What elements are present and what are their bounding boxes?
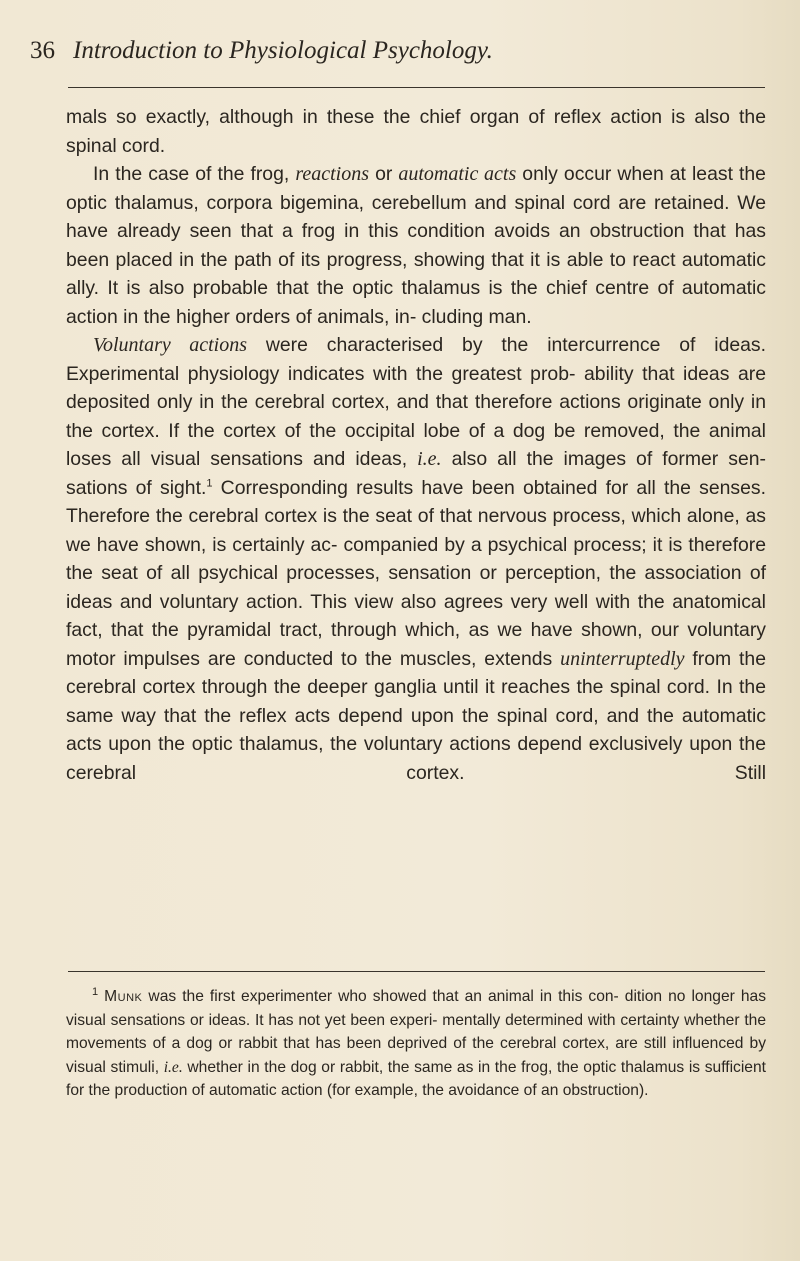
text-run: only occur when at least the optic thalamus, corpora bigemina, cerebellum and spinal cord are retained. We have already seen that a frog in this condition avoids an obstruction that has been placed in the path of its progress, showing that it is able to react automatic ally. It is also probable that the optic thalamus is the chief centre of automatic action in the higher orders of animals, in- cluding man. <box>66 163 766 328</box>
text-run: from the cerebral cortex through the deeper ganglia until it reaches the spinal cord. In the same way that the reflex acts depend upon the spinal cord, and the automatic acts upon the optic thalamus, the voluntary actions depend exclusively upon the cerebral cortex. Still <box>66 647 766 784</box>
running-title: Introduction to Physiological Psychology. <box>73 37 493 64</box>
italic-abbrev: i.e. <box>417 448 442 470</box>
italic-term: automatic acts <box>398 163 517 185</box>
paragraph-continued: mals so exactly, although in these the chief organ of reflex action is also the spinal cord. <box>66 106 766 157</box>
footnote-ref: 1 <box>206 477 213 490</box>
footnote <box>66 985 766 1103</box>
italic-abbrev: i.e. <box>163 1058 183 1076</box>
page-number: 36 <box>30 37 55 64</box>
text-run: or <box>369 163 399 185</box>
paragraph-voluntary <box>66 331 766 787</box>
paragraph-reactions <box>66 160 766 331</box>
text-run: was the first experimenter who showed that an animal in this con- dition no longer has visual sensations or ideas. It has not yet been experi- mentally determined with certainty whether the movements of a dog or rabbit that has been deprived of the cerebral cortex, are still influenced by visual stimuli, <box>66 988 766 1076</box>
italic-term: reactions <box>295 163 370 185</box>
footnote-author: Munk <box>104 988 143 1005</box>
text-run: In the case of the frog, <box>93 163 296 185</box>
italic-term: Voluntary actions <box>93 334 248 356</box>
footnote-text <box>66 985 766 1103</box>
text-run: Corresponding results have been obtained for all the senses. Therefore the cerebral cortex is the seat of that nervous process, which alone, as we have shown, is certainly ac- companied by a psychical process; it is therefore the seat of all psychical processes, sensation or perception, the association of ideas and voluntary action. This view also agrees very well with the anatomical fact, that the pyramidal tract, through which, as we have shown, our voluntary motor impulses are conducted to the muscles, extends <box>66 476 766 670</box>
text-run: whether in the dog or rabbit, the same as in the frog, the optic thalamus is sufficient for the production of automatic action (for example, the avoidance of an obstruction). <box>66 1058 766 1100</box>
footnote-marker: 1 <box>92 985 99 998</box>
text-run: were characterised by the intercurrence of ideas. Experimental physiology indicates with the greatest prob- ability that ideas are deposited only in the cerebral cortex, and that therefore actions originate only in the cortex. If the cortex of the occipital lobe of a dog be removed, the animal loses all visual sensations and ideas, <box>66 334 767 470</box>
body-text <box>66 103 766 787</box>
header-rule <box>68 87 765 88</box>
italic-term: uninterruptedly <box>560 647 685 670</box>
footnote-rule <box>68 971 765 972</box>
page-header <box>30 36 770 66</box>
text-run: also all the images of former sen- sations of sight. <box>66 448 766 499</box>
